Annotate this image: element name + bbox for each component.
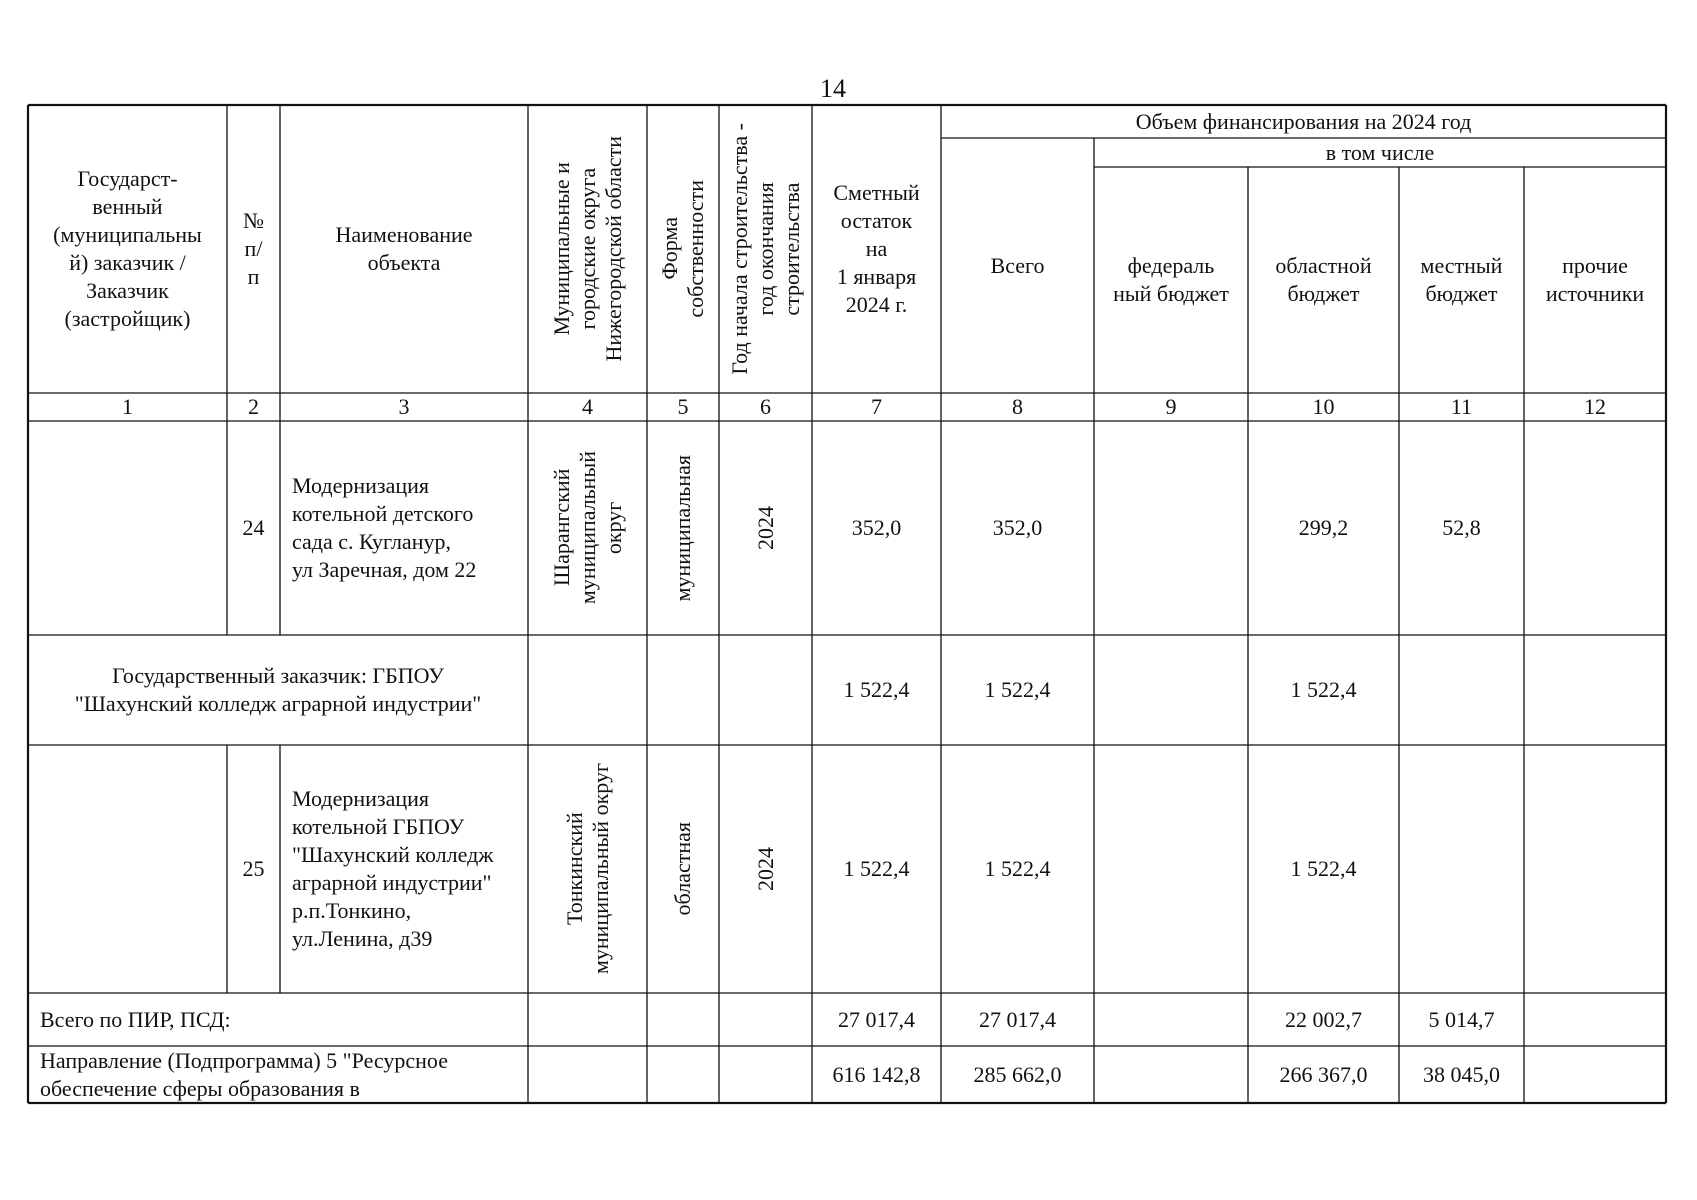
row-24-object-name: Модернизация котельной детского сада с. Кугланур, ул Заречная, дом 22 — [292, 473, 477, 582]
direction-5-estimate: 616 142,8 — [832, 1061, 921, 1087]
row-25-number: 25 — [242, 856, 265, 881]
row-25-other — [1524, 745, 1666, 993]
column-number: 11 — [1450, 394, 1473, 419]
header-customer: Государст- венный (муниципальны й) заказчик / Заказчик (застройщик) — [53, 166, 202, 331]
pir-total-label: Всего по ПИР, ПСД: — [40, 1006, 231, 1032]
pir-total-total: 27 017,4 — [979, 1006, 1056, 1032]
page-number: 14 — [820, 74, 846, 103]
row-25-local — [1399, 745, 1524, 993]
header-federal: федераль ный бюджет — [1113, 253, 1229, 306]
row-24-other — [1524, 421, 1666, 635]
column-number: 5 — [677, 394, 689, 419]
row-24-local: 52,8 — [1442, 515, 1481, 540]
row-25-object-name: Модернизация котельной ГБПОУ "Шахунский колледж аграрной индустрии" р.п.Тонкино, ул.Ленина, д39 — [292, 786, 494, 951]
direction-5-local: 38 045,0 — [1423, 1061, 1500, 1087]
column-number: 8 — [1012, 394, 1023, 419]
row-24-district-text: Шарангский муниципальный округ — [548, 451, 626, 605]
row-24-estimate: 352,0 — [851, 515, 902, 540]
row-25-ownership — [647, 745, 719, 993]
header-number: № п/ п — [243, 208, 264, 289]
column-number: 12 — [1584, 394, 1606, 419]
header-other: прочие источники — [1545, 253, 1645, 306]
row-25-regional: 1 522,4 — [1290, 856, 1357, 881]
row-25-federal — [1094, 745, 1248, 993]
pir-total-regional: 22 002,7 — [1285, 1006, 1362, 1032]
row-25-estimate: 1 522,4 — [843, 856, 910, 881]
column-number: 2 — [248, 394, 259, 419]
row-25-years-text: 2024 — [752, 847, 778, 891]
row-24-federal — [1094, 421, 1248, 635]
column-number: 9 — [1165, 394, 1177, 419]
column-number: 6 — [760, 394, 771, 419]
header-ownership-text: Форма собственности — [657, 180, 708, 318]
column-number: 10 — [1312, 394, 1335, 419]
direction-5-total: 285 662,0 — [973, 1061, 1062, 1087]
row-24-years-text: 2024 — [752, 506, 778, 550]
column-number: 4 — [582, 394, 593, 419]
customer-row-total: 1 522,4 — [984, 677, 1051, 702]
row-24-total: 352,0 — [992, 515, 1043, 540]
row-24-years — [719, 421, 812, 635]
row-25-district — [528, 745, 647, 993]
header-object-name: Наименование объекта — [335, 222, 473, 275]
customer-row-label: Государственный заказчик: ГБПОУ "Шахунский колледж аграрной индустрии" — [74, 663, 482, 716]
header-estimate: Сметный остаток на 1 января 2024 г. — [833, 180, 920, 317]
row-25-years — [719, 745, 812, 993]
direction-5-regional: 266 367,0 — [1279, 1061, 1368, 1087]
row-24-number: 24 — [242, 515, 265, 540]
pir-total-local: 5 014,7 — [1428, 1006, 1495, 1032]
column-number: 7 — [871, 394, 882, 419]
row-25-total: 1 522,4 — [984, 856, 1051, 881]
header-total: Всего — [990, 252, 1045, 278]
row-24-ownership — [647, 421, 719, 635]
header-district-text: Муниципальные и городские округа Нижегородской области — [548, 136, 626, 362]
column-number: 1 — [122, 394, 133, 419]
row-24-regional: 299,2 — [1298, 515, 1349, 540]
header-regional: областной бюджет — [1275, 253, 1372, 306]
row-25-district-text: Тонкинский муниципальный округ — [561, 763, 613, 975]
customer-row-regional: 1 522,4 — [1290, 677, 1357, 702]
pir-total-estimate: 27 017,4 — [838, 1006, 915, 1032]
direction-5-label: Направление (Подпрограмма) 5 "Ресурсное обеспечение сферы образования в — [40, 1047, 448, 1101]
header-ownership — [647, 105, 719, 393]
header-district — [528, 105, 647, 393]
customer-row-estimate: 1 522,4 — [843, 677, 910, 702]
row-25-ownership-text: областная — [670, 822, 695, 916]
header-years-text: Год начала строительства - год окончания строительства — [726, 123, 804, 375]
header-financing-title: Объем финансирования на 2024 год — [1135, 108, 1472, 134]
row-24-ownership-text: муниципальная — [670, 454, 695, 602]
column-number: 3 — [398, 394, 410, 419]
row-24-district — [528, 421, 647, 635]
header-local: местный бюджет — [1420, 253, 1503, 306]
header-including: в том числе — [1325, 139, 1435, 165]
header-years — [719, 105, 812, 393]
